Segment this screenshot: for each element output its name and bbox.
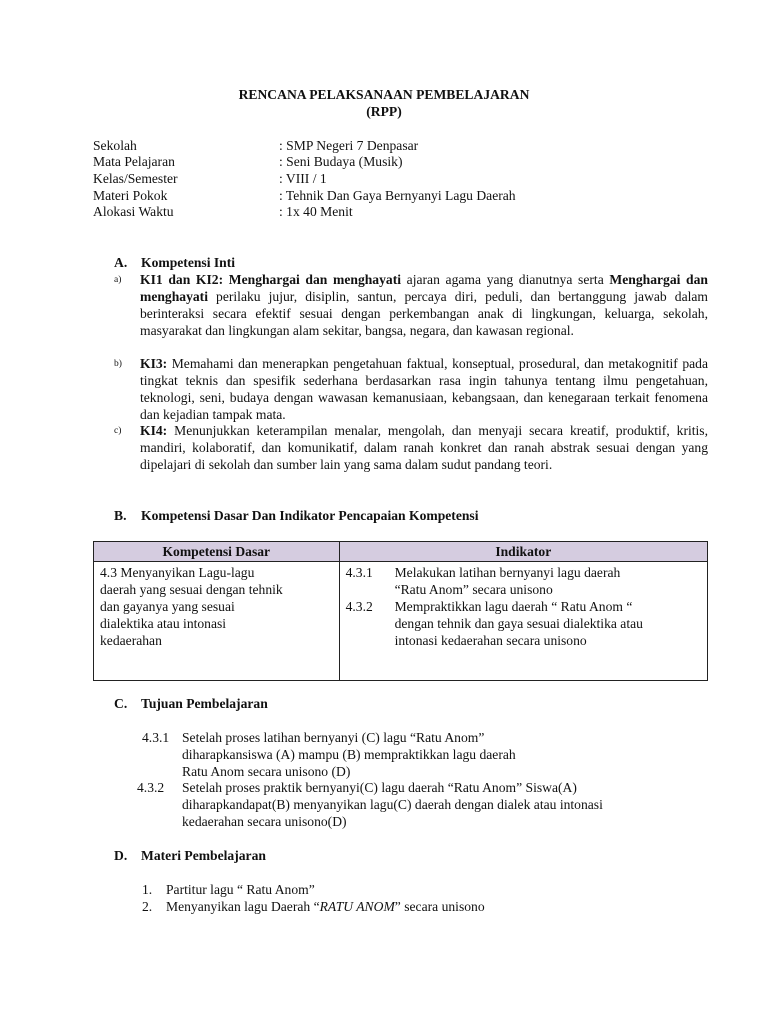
section-c-heading bbox=[114, 695, 268, 712]
identity-label: Kelas/Semester bbox=[93, 171, 178, 186]
objective-item bbox=[137, 779, 697, 830]
identity-row-class bbox=[93, 170, 653, 187]
identity-row-time bbox=[93, 203, 653, 220]
section-d-heading bbox=[114, 847, 266, 864]
list-marker: b) bbox=[114, 359, 122, 369]
ki-plain: perilaku jujur, disiplin, santun, percaya diri, peduli, dan bertanggung jawab dalam berinteraksi secara efektif sesuai dengan perkembangan anak di lingkungan, keluarga, sekolah, masyarakat dan lingkungan alam sekitar, bangsa, negara, dan kawasan regional. bbox=[140, 289, 708, 338]
list-marker: a) bbox=[114, 275, 122, 285]
identity-value: : VIII / 1 bbox=[279, 171, 327, 186]
kd-cell bbox=[94, 562, 340, 681]
kd-line: daerah yang sesuai dengan tehnik bbox=[100, 582, 283, 597]
indicator-line: intonasi kedaerahan secara unisono bbox=[394, 633, 587, 648]
kd-line: dialektika atau intonasi bbox=[100, 616, 227, 631]
ki-text bbox=[140, 271, 708, 339]
objective-line: diharapkansiswa (A) mampu (B) mempraktikkan lagu daerah bbox=[182, 747, 516, 762]
identity-value: : Tehnik Dan Gaya Bernyanyi Lagu Daerah bbox=[279, 188, 516, 203]
ki-bold: KI4: bbox=[140, 423, 168, 438]
objective-number: 4.3.1 bbox=[142, 730, 170, 745]
material-number: 2. bbox=[142, 899, 153, 914]
indicator-line: “Ratu Anom” secara unisono bbox=[394, 582, 553, 597]
identity-row-topic bbox=[93, 187, 653, 204]
section-letter: B. bbox=[114, 508, 127, 523]
indicator-line: dengan tehnik dan gaya sesuai dialektika atau bbox=[394, 616, 643, 631]
ki-bold: Menghargai dan menghayati bbox=[140, 272, 708, 304]
ki-plain: ajaran agama yang dianutnya serta bbox=[401, 272, 610, 287]
identity-label: Mata Pelajaran bbox=[93, 154, 175, 169]
section-letter: D. bbox=[114, 848, 128, 863]
table-header-kd: Kompetensi Dasar bbox=[94, 542, 340, 562]
indicator-number: 4.3.1 bbox=[345, 565, 373, 580]
section-b-heading bbox=[114, 507, 478, 524]
objective-line: diharapkandapat(B) menyanyikan lagu(C) daerah dengan dialek atau intonasi bbox=[182, 797, 603, 812]
material-text: Menyanyikan lagu Daerah “ bbox=[166, 899, 320, 914]
section-title: Materi Pembelajaran bbox=[141, 848, 266, 863]
document-title: RENCANA PELAKSANAAN PEMBELAJARAN bbox=[238, 87, 530, 102]
material-text: Partitur lagu “ Ratu Anom” bbox=[166, 882, 315, 897]
kd-line: kedaerahan bbox=[100, 633, 162, 648]
ki-item-c bbox=[114, 422, 708, 473]
objective-line: Setelah proses latihan bernyanyi (C) lagu “Ratu Anom” bbox=[182, 730, 485, 745]
identity-label: Materi Pokok bbox=[93, 188, 168, 203]
ki-plain: Menunjukkan keterampilan menalar, mengolah, dan menyaji secara kreatif, produktif, kritis, mandiri, kolaboratif, dan komunikatif, dalam ranah konkret dan ranah abstrak sesuai dengan yang dipelajari di sekolah dan sumber lain yang sama dalam sudut pandang teori. bbox=[140, 423, 708, 472]
objective-number: 4.3.2 bbox=[137, 780, 165, 795]
indicator-item bbox=[346, 598, 701, 649]
ki-text bbox=[140, 355, 708, 423]
identity-value: : 1x 40 Menit bbox=[279, 204, 353, 219]
section-letter: A. bbox=[114, 255, 128, 270]
section-title: Tujuan Pembelajaran bbox=[141, 696, 268, 711]
indicator-line: Mempraktikkan lagu daerah “ Ratu Anom “ bbox=[394, 599, 633, 614]
section-a-heading bbox=[114, 254, 235, 271]
identity-row-subject bbox=[93, 153, 653, 170]
objective-line: Setelah proses praktik bernyanyi(C) lagu daerah “Ratu Anom” Siswa(A) bbox=[182, 780, 577, 795]
material-song-title: RATU ANOM bbox=[319, 899, 395, 914]
ki-bold: KI3: bbox=[140, 356, 168, 371]
section-letter: C. bbox=[114, 696, 128, 711]
section-title: Kompetensi Dasar Dan Indikator Pencapaian Kompetensi bbox=[141, 508, 479, 523]
indicator-item bbox=[346, 564, 701, 598]
ki-plain: Memahami dan menerapkan pengetahuan faktual, konseptual, prosedural, dan metakognitif pada tingkat teknis dan spesifik sederhana berdasarkan rasa ingin tahunya tentang ilmu pengetahuan, teknologi, seni, budaya dengan wawasan kemanusiaan, kebangsaan, dan kenegaraan terkait fenomena dan kejadian tampak mata. bbox=[140, 356, 708, 422]
objective-item bbox=[142, 729, 682, 780]
indicator-line: Melakukan latihan bernyanyi lagu daerah bbox=[394, 565, 621, 580]
material-number: 1. bbox=[142, 882, 153, 897]
ki-item-a bbox=[114, 271, 708, 339]
objective-line: kedaerahan secara unisono(D) bbox=[182, 814, 347, 829]
objective-line: Ratu Anom secara unisono (D) bbox=[182, 764, 351, 779]
kd-line: dan gayanya yang sesuai bbox=[100, 599, 235, 614]
identity-value: : Seni Budaya (Musik) bbox=[279, 154, 403, 169]
identity-row-school bbox=[93, 137, 653, 154]
ki-bold: KI1 dan KI2: Menghargai dan menghayati bbox=[140, 272, 401, 287]
section-title: Kompetensi Inti bbox=[141, 255, 236, 270]
list-marker: c) bbox=[114, 426, 122, 436]
identity-label: Sekolah bbox=[93, 138, 137, 153]
ki-text bbox=[140, 422, 708, 473]
ki-item-b bbox=[114, 355, 708, 423]
indicator-cell bbox=[339, 562, 707, 681]
indicator-number: 4.3.2 bbox=[345, 599, 373, 614]
competency-table bbox=[93, 541, 708, 681]
material-item bbox=[142, 881, 315, 898]
identity-value: : SMP Negeri 7 Denpasar bbox=[279, 138, 419, 153]
material-item bbox=[142, 898, 485, 915]
document-subtitle: (RPP) bbox=[366, 104, 402, 119]
kd-line: 4.3 Menyanyikan Lagu-lagu bbox=[100, 565, 255, 580]
material-text: secara unisono bbox=[400, 899, 485, 914]
table-header-row bbox=[94, 542, 708, 562]
table-header-indicator: Indikator bbox=[339, 542, 707, 562]
material-quote: ” bbox=[394, 899, 401, 914]
table-row bbox=[94, 562, 708, 681]
identity-label: Alokasi Waktu bbox=[93, 204, 174, 219]
